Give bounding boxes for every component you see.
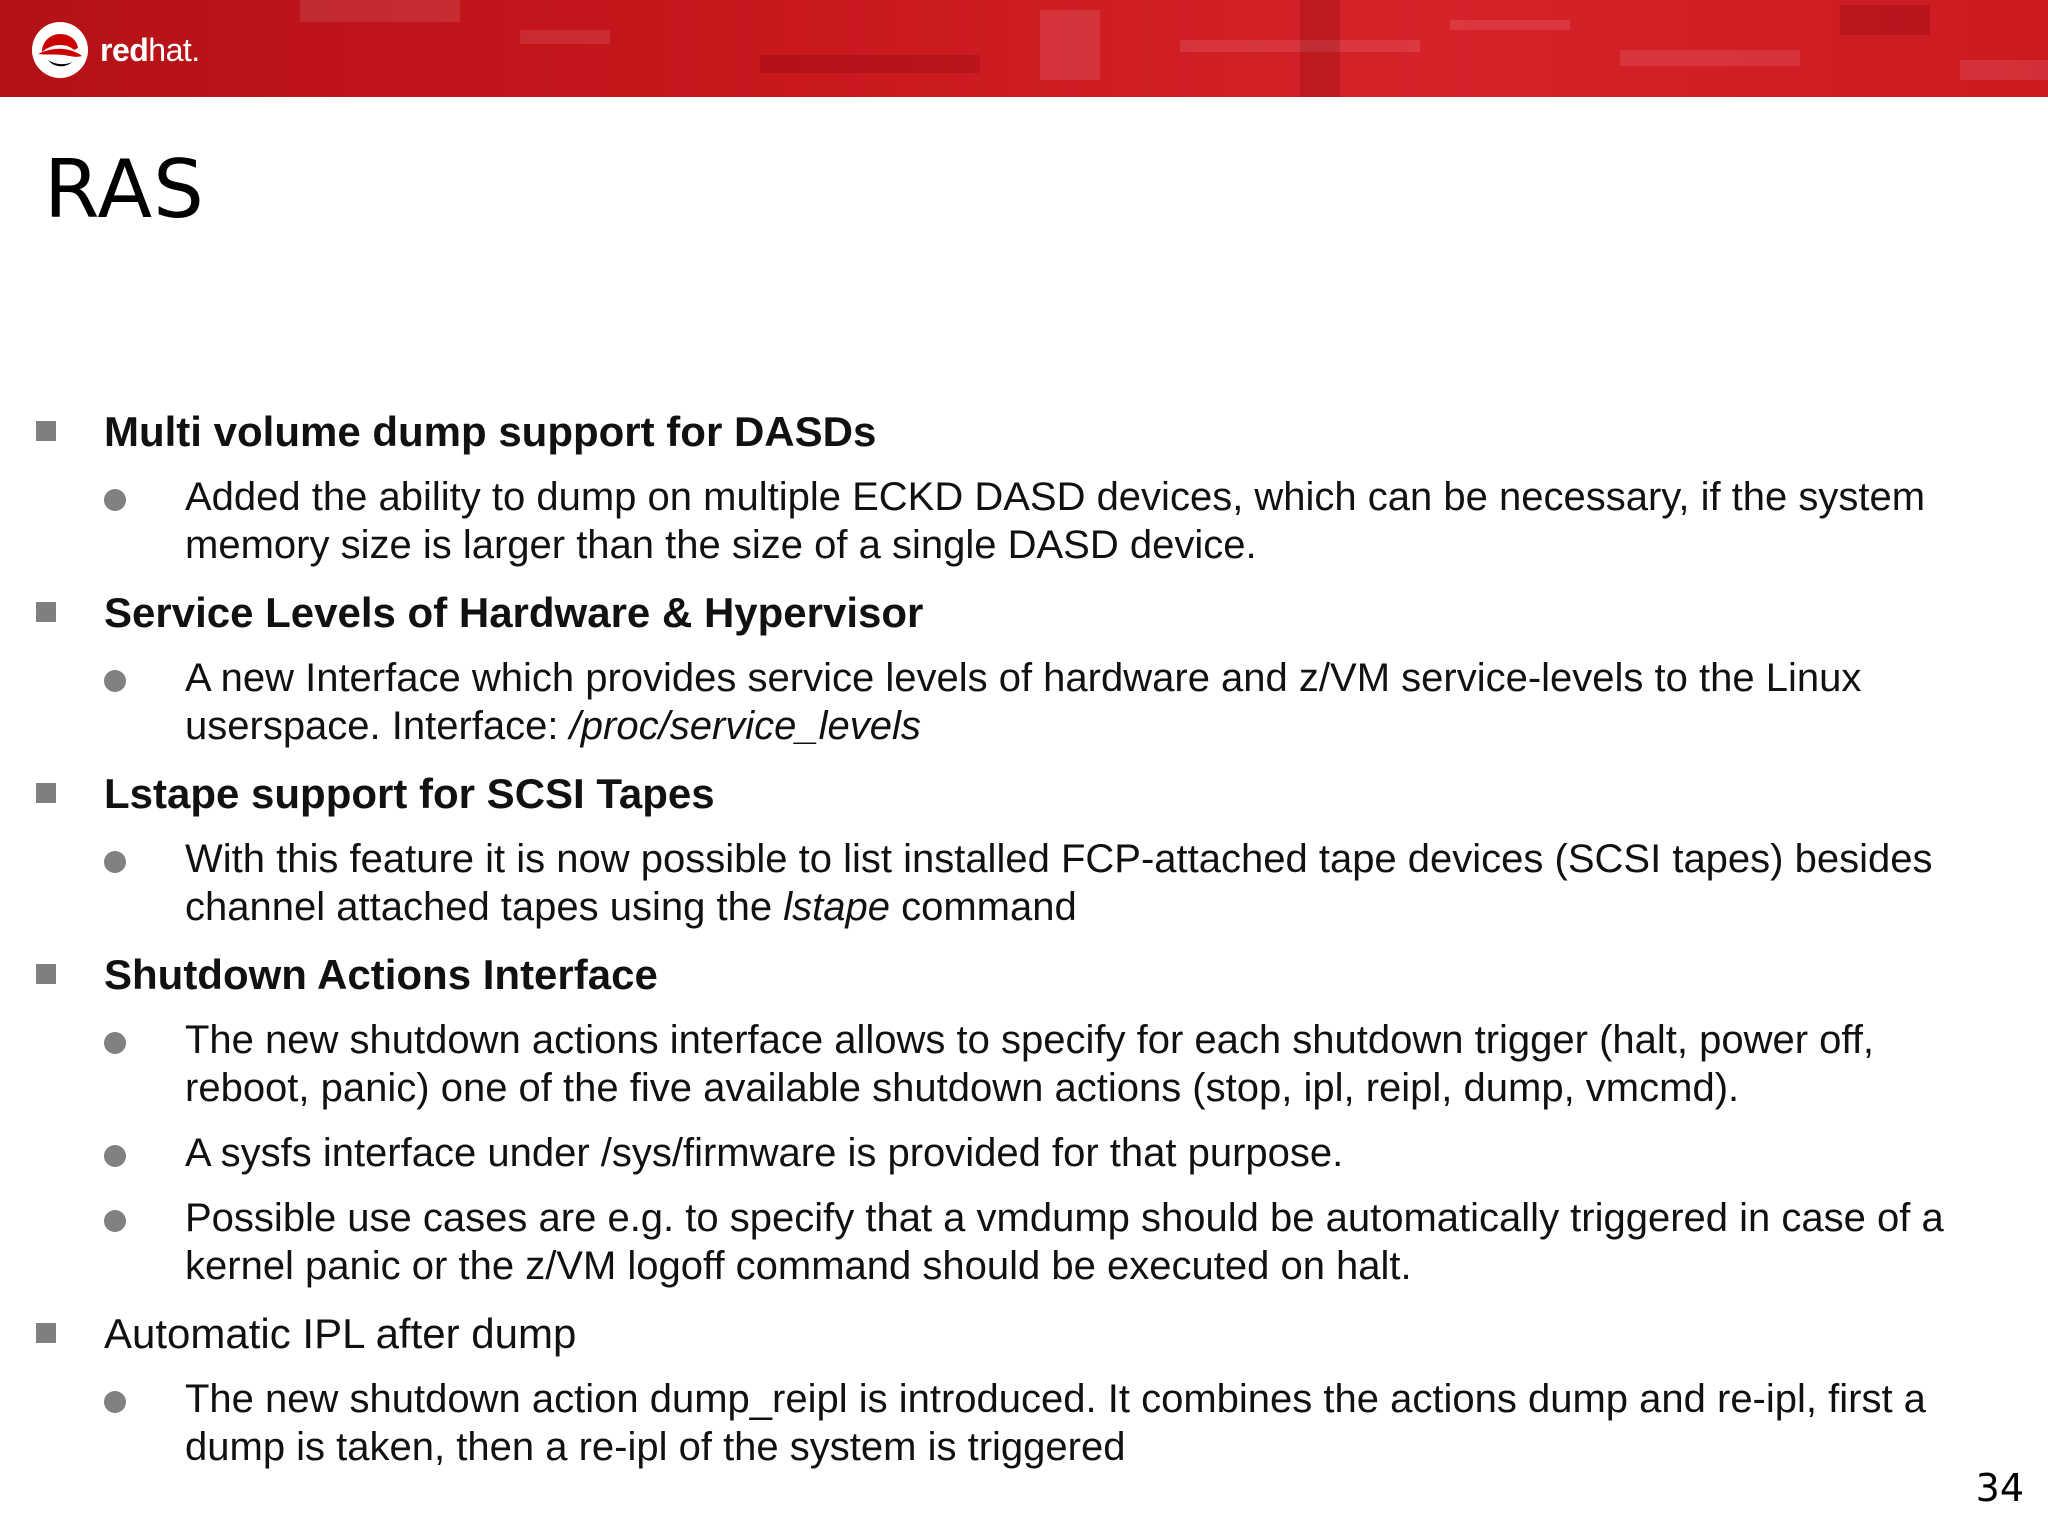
banner-texture: [1300, 0, 1340, 97]
header-banner: [0, 0, 2048, 97]
section-heading: Lstape support for SCSI Tapes: [36, 770, 1996, 818]
square-bullet-icon: [36, 421, 56, 441]
banner-texture: [760, 55, 980, 73]
bullet-item: The new shutdown actions interface allows to specify for each shutdown trigger (halt, power off, reboot, panic) one of the five available shutdown actions (stop, ipl, reipl, dump, vmcmd).: [185, 1016, 2005, 1112]
round-bullet-icon: [104, 1210, 126, 1232]
redhat-logo: [30, 20, 200, 80]
square-bullet-icon: [36, 783, 56, 803]
bullet-item: A new Interface which provides service levels of hardware and z/VM service-levels to the Linux userspace. Interface: /proc/service_levels: [185, 654, 2005, 750]
slide-title: RAS: [44, 143, 205, 236]
command-text: lstape: [783, 885, 890, 929]
slide-content: [36, 408, 1996, 1471]
path-text: /proc/service_levels: [569, 704, 921, 748]
square-bullet-icon: [36, 1323, 56, 1343]
bullet-item: With this feature it is now possible to list installed FCP-attached tape devices (SCSI tapes) besides channel attached tapes using the lstape command: [185, 835, 2005, 931]
banner-texture: [1840, 5, 1930, 35]
round-bullet-icon: [104, 1032, 126, 1054]
logo-wordmark: redhat.: [100, 31, 200, 68]
banner-texture: [1450, 20, 1570, 30]
square-bullet-icon: [36, 602, 56, 622]
bullet-item: Added the ability to dump on multiple ECKD DASD devices, which can be necessary, if the system memory size is larger than the size of a single DASD device.: [185, 473, 2005, 569]
round-bullet-icon: [104, 851, 126, 873]
round-bullet-icon: [104, 1391, 126, 1413]
bullet-item: Possible use cases are e.g. to specify that a vmdump should be automatically triggered in case of a kernel panic or the z/VM logoff command should be executed on halt.: [185, 1194, 2005, 1290]
bullet-item: A sysfs interface under /sys/firmware is provided for that purpose.: [185, 1129, 2005, 1177]
section-heading: Multi volume dump support for DASDs: [36, 408, 1996, 456]
page-number: 34: [1975, 1466, 2024, 1510]
section-heading: Automatic IPL after dump: [36, 1310, 1996, 1358]
banner-texture: [520, 30, 610, 44]
round-bullet-icon: [104, 1145, 126, 1167]
bullet-item: The new shutdown action dump_reipl is introduced. It combines the actions dump and re-ipl, first a dump is taken, then a re-ipl of the system is triggered: [185, 1375, 2005, 1471]
square-bullet-icon: [36, 964, 56, 984]
banner-texture: [1620, 50, 1800, 66]
round-bullet-icon: [104, 489, 126, 511]
shadowman-icon: [30, 20, 90, 80]
banner-texture: [1960, 60, 2048, 80]
section-heading: Service Levels of Hardware & Hypervisor: [36, 589, 1996, 637]
section-heading: Shutdown Actions Interface: [36, 951, 1996, 999]
banner-texture: [300, 0, 460, 22]
round-bullet-icon: [104, 670, 126, 692]
banner-texture: [1040, 10, 1100, 80]
